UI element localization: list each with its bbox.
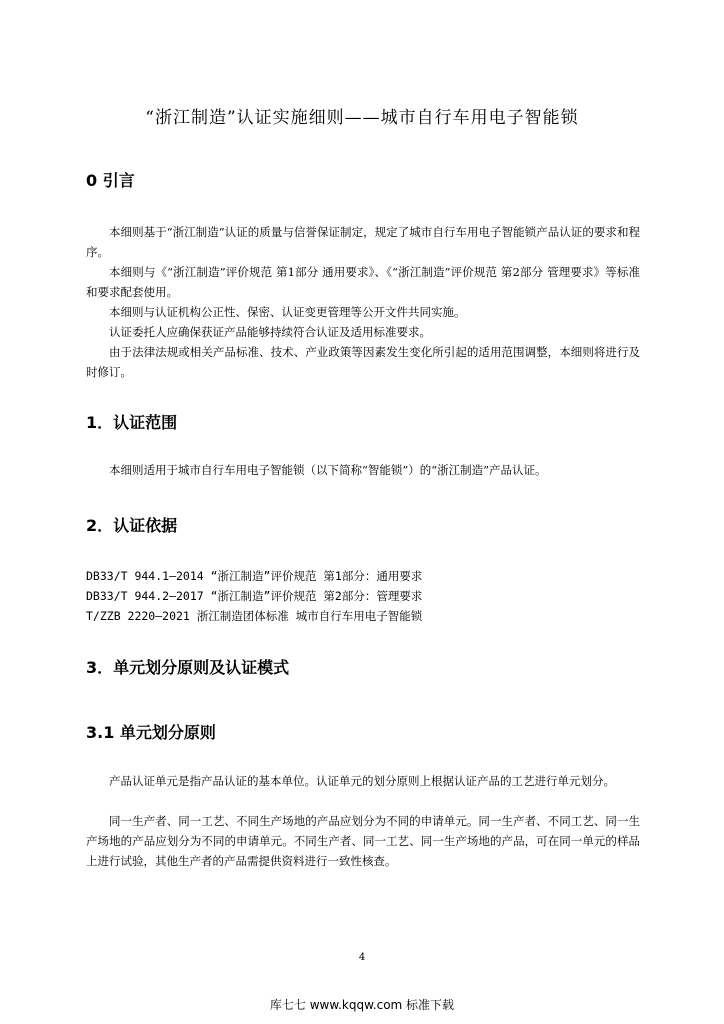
unit-principle-paragraph-2: 同一生产者、同一工艺、不同生产场地的产品应划分为不同的申请单元。同一生产者、不同工艺、同一生产场地的产品应划分为不同的申请单元。不同生产者、同一工艺、同一生产场地的产品，可在同一单元的样品上进行试验，其他生产者的产品需提供资料进行一致性核查。	[86, 814, 640, 868]
section-heading-unit: 3．单元划分原则及认证模式	[86, 658, 290, 677]
section-heading-basis: 2．认证依据	[86, 516, 178, 535]
section-heading-unit-principle: 3.1 单元划分原则	[86, 723, 216, 742]
reference-list	[86, 566, 422, 626]
section-heading-intro: 0 引言	[86, 171, 135, 190]
unit-principle-paragraph-1: 产品认证单元是指产品认证的基本单位。认证单元的划分原则上根据认证产品的工艺进行单元划分。	[109, 774, 615, 788]
section-heading-scope: 1．认证范围	[86, 413, 178, 432]
reference-item: DB33/T 944.2—2017 “浙江制造”评价规范 第2部分：管理要求	[86, 589, 423, 603]
intro-paragraph-3: 本细则与认证机构公正性、保密、认证变更管理等公开文件共同实施。	[109, 305, 466, 319]
scope-paragraph: 本细则适用于城市自行车用电子智能锁（以下简称“智能锁”）的“浙江制造”产品认证。	[109, 463, 547, 477]
intro-paragraph-2: 本细则与《“浙江制造”评价规范 第1部分 通用要求》、《“浙江制造”评价规范 第2部分 管理要求》等标准和要求配套使用。	[86, 265, 640, 299]
page-number: 4	[358, 952, 366, 963]
footer-watermark: 库七七 www.kqqw.com 标准下载	[269, 998, 455, 1012]
intro-paragraph-4: 认证委托人应确保获证产品能够持续符合认证及适用标准要求。	[109, 325, 431, 339]
document-title: “浙江制造”认证实施细则——城市自行车用电子智能锁	[145, 108, 579, 128]
intro-paragraph-1: 本细则基于“浙江制造”认证的质量与信誉保证制定，规定了城市自行车用电子智能锁产品认证的要求和程序。	[86, 225, 640, 259]
reference-item: DB33/T 944.1—2014 “浙江制造”评价规范 第1部分：通用要求	[86, 569, 423, 583]
reference-item: T/ZZB 2220—2021 浙江制造团体标准 城市自行车用电子智能锁	[86, 609, 423, 623]
intro-paragraph-5: 由于法律法规或相关产品标准、技术、产业政策等因素发生变化所引起的适用范围调整，本细则将进行及时修订。	[86, 345, 640, 379]
